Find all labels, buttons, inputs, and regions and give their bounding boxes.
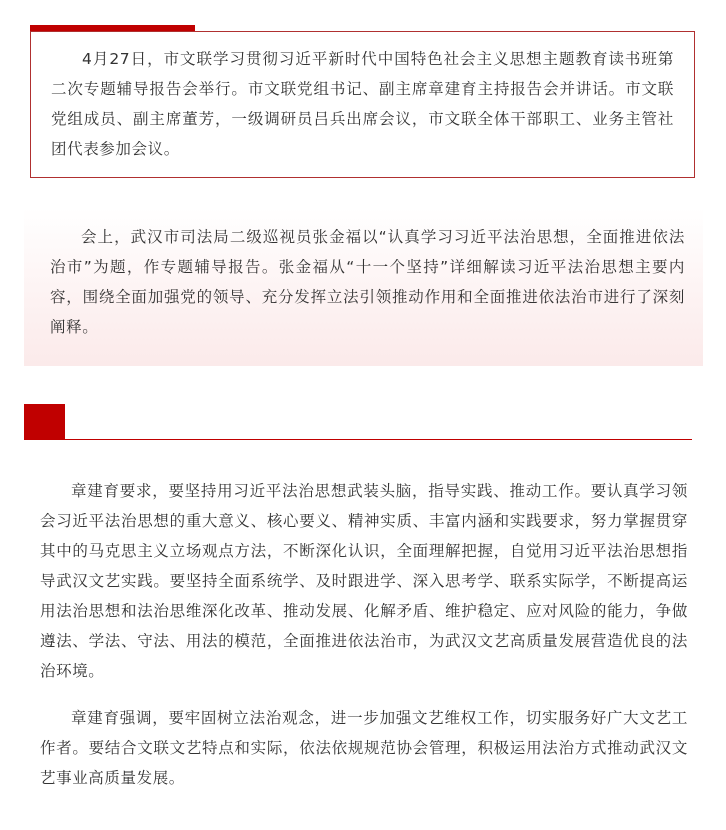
intro-paragraph: 4月27日，市文联学习贯彻习近平新时代中国特色社会主义思想主题教育读书班第二次专题辅导报告会举行。市文联党组书记、副主席章建育主持报告会并讲话。市文联党组成员、副主席董芳，一级调研员吕兵出席会议，市文联全体干部职工、业务主管社团代表参加会议。 [51,50,674,158]
body-paragraph-1: 章建育要求，要坚持用习近平法治思想武装头脑，指导实践、推动工作。要认真学习领会习近平法治思想的重大意义、核心要义、精神实质、丰富内涵和实践要求，努力掌握贯穿其中的马克思主义立场观点方法，不断深化认识，全面理解把握，自觉用习近平法治思想指导武汉文艺实践。要坚持全面系统学、及时跟进学、深入思考学、联系实际学，不断提高运用法治思想和法治思维深化改革、推动发展、化解矛盾、维护稳定、应对风险的能力，争做遵法、学法、守法、用法的模范，全面推进依法治市，为武汉文艺高质量发展营造优良的法治环境。 [40,482,688,680]
intro-box [30,31,695,178]
section-marker-square [24,404,65,440]
body-section-2 [40,703,688,793]
report-section [24,208,703,366]
body-section-1 [40,476,688,686]
body-paragraph-2: 章建育强调，要牢固树立法治观念，进一步加强文艺维权工作，切实服务好广大文艺工作者。要结合文联文艺特点和实际，依法依规规范协会管理，积极运用法治方式推动武汉文艺事业高质量发展。 [40,709,688,787]
section-divider-line [65,439,692,440]
report-paragraph: 会上，武汉市司法局二级巡视员张金福以“认真学习习近平法治思想，全面推进依法治市”为题，作专题辅导报告。张金福从“十一个坚持”详细解读习近平法治思想主要内容，围绕全面加强党的领导、充分发挥立法引领推动作用和全面推进依法治市进行了深刻阐释。 [50,228,685,336]
